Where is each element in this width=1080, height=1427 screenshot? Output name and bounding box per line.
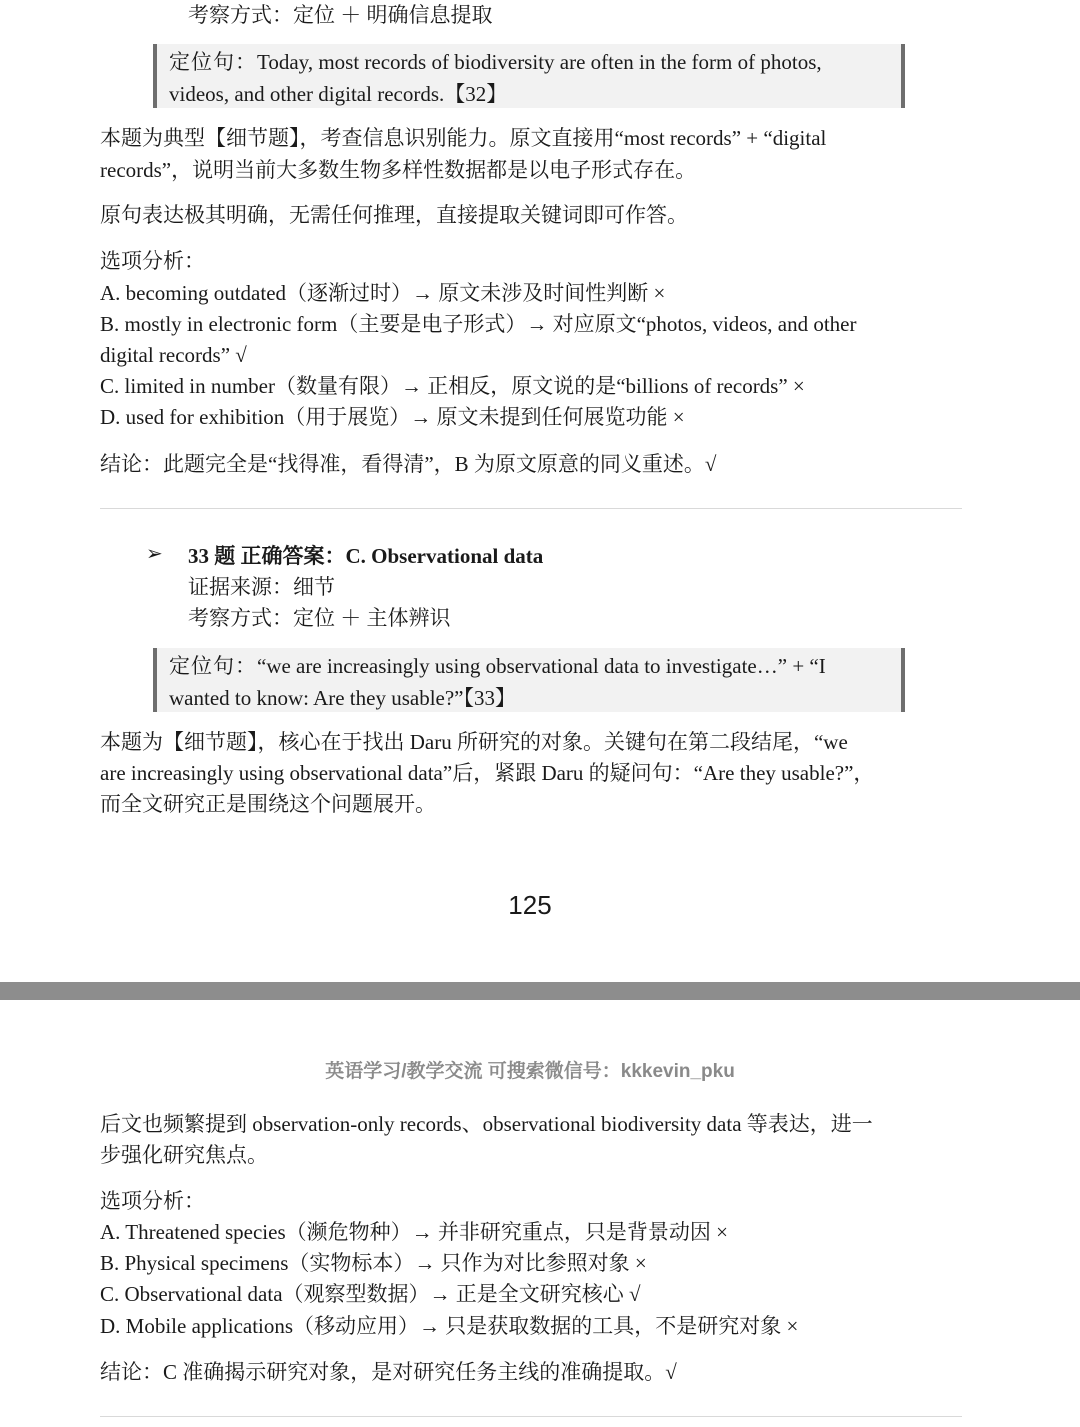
q33-options-title: 选项分析： bbox=[100, 1189, 205, 1213]
q33-para1-line-3: 而全文研究正是围绕这个问题展开。 bbox=[100, 792, 436, 816]
q33-para1-line-1: 本题为【细节题】，核心在于找出 Daru 所研究的对象。关键句在第二段结尾，“we bbox=[100, 730, 848, 754]
q32-para1-line-2: records”，说明当前大多数生物多样性数据都是以电子形式存在。 bbox=[100, 158, 697, 182]
q32-conclusion: 结论：此题完全是“找得准，看得清”，B 为原文原意的同义重述。√ bbox=[100, 452, 717, 476]
page-126 bbox=[0, 1000, 1080, 1427]
q33-conclusion: 结论：C 准确揭示研究对象，是对研究任务主线的准确提取。√ bbox=[100, 1360, 677, 1384]
q33-evidence: 证据来源：细节 bbox=[188, 575, 335, 599]
q32-option-b-cont: digital records” √ bbox=[100, 343, 247, 367]
q32-option-d: D. used for exhibition（用于展览）→ 原文未提到任何展览功能 × bbox=[100, 405, 685, 429]
q33-quote-line-2: wanted to know: Are they usable?”【33】 bbox=[169, 686, 516, 710]
q33-method: 考察方式：定位 ＋ 主体辨识 bbox=[188, 606, 451, 630]
q33-option-a: A. Threatened species（濒危物种）→ 并非研究重点，只是背景动因 × bbox=[100, 1220, 728, 1244]
page-separator bbox=[0, 982, 1080, 1000]
page-number: 125 bbox=[508, 890, 552, 920]
q32-options-title: 选项分析： bbox=[100, 249, 205, 273]
q33-para1-line-2: are increasingly using observational data”后，紧跟 Daru 的疑问句：“Are they usable?”， bbox=[100, 761, 875, 785]
q33-option-c: C. Observational data（观察型数据）→ 正是全文研究核心 √ bbox=[100, 1282, 641, 1306]
q32-quote-line-1: Today, most records of biodiversity are often in the form of photos, bbox=[257, 50, 822, 74]
locating-label: 定位句： bbox=[169, 654, 257, 678]
q33-option-d: D. Mobile applications（移动应用）→ 只是获取数据的工具，不是研究对象 × bbox=[100, 1314, 799, 1338]
q33-quote-line-1: “we are increasingly using observational data to investigate…” + “I bbox=[257, 654, 826, 678]
divider-bottom bbox=[100, 1416, 962, 1417]
q32-option-b: B. mostly in electronic form（主要是电子形式）→ 对应原文“photos, videos, and other bbox=[100, 312, 857, 336]
p2-para1-line-2: 步强化研究焦点。 bbox=[100, 1143, 268, 1167]
locating-label: 定位句： bbox=[169, 50, 257, 74]
arrow-bullet-icon: ➢ bbox=[146, 541, 163, 565]
q32-option-a: A. becoming outdated（逐渐过时）→ 原文未涉及时间性判断 × bbox=[100, 281, 666, 305]
q32-para2: 原句表达极其明确，无需任何推理，直接提取关键词即可作答。 bbox=[100, 203, 688, 227]
page-header: 英语学习/教学交流 可搜索微信号：kkkevin_pku bbox=[325, 1061, 735, 1082]
q33-option-b: B. Physical specimens（实物标本）→ 只作为对比参照对象 × bbox=[100, 1251, 647, 1275]
q32-para1-line-1: 本题为典型【细节题】，考查信息识别能力。原文直接用“most records” + “digital bbox=[100, 126, 827, 150]
q33-title: 33 题 正确答案：C. Observational data bbox=[188, 544, 544, 568]
q32-locating-sentence bbox=[153, 44, 905, 108]
q32-option-c: C. limited in number（数量有限）→ 正相反，原文说的是“billions of records” × bbox=[100, 374, 805, 398]
divider bbox=[100, 508, 962, 509]
p2-para1-line-1: 后文也频繁提到 observation-only records、observational biodiversity data 等表达，进一 bbox=[100, 1112, 873, 1136]
q32-quote-line-2: videos, and other digital records.【32】 bbox=[169, 82, 508, 106]
q33-locating-sentence bbox=[153, 648, 905, 712]
q32-method: 考察方式：定位 ＋ 明确信息提取 bbox=[188, 3, 493, 27]
